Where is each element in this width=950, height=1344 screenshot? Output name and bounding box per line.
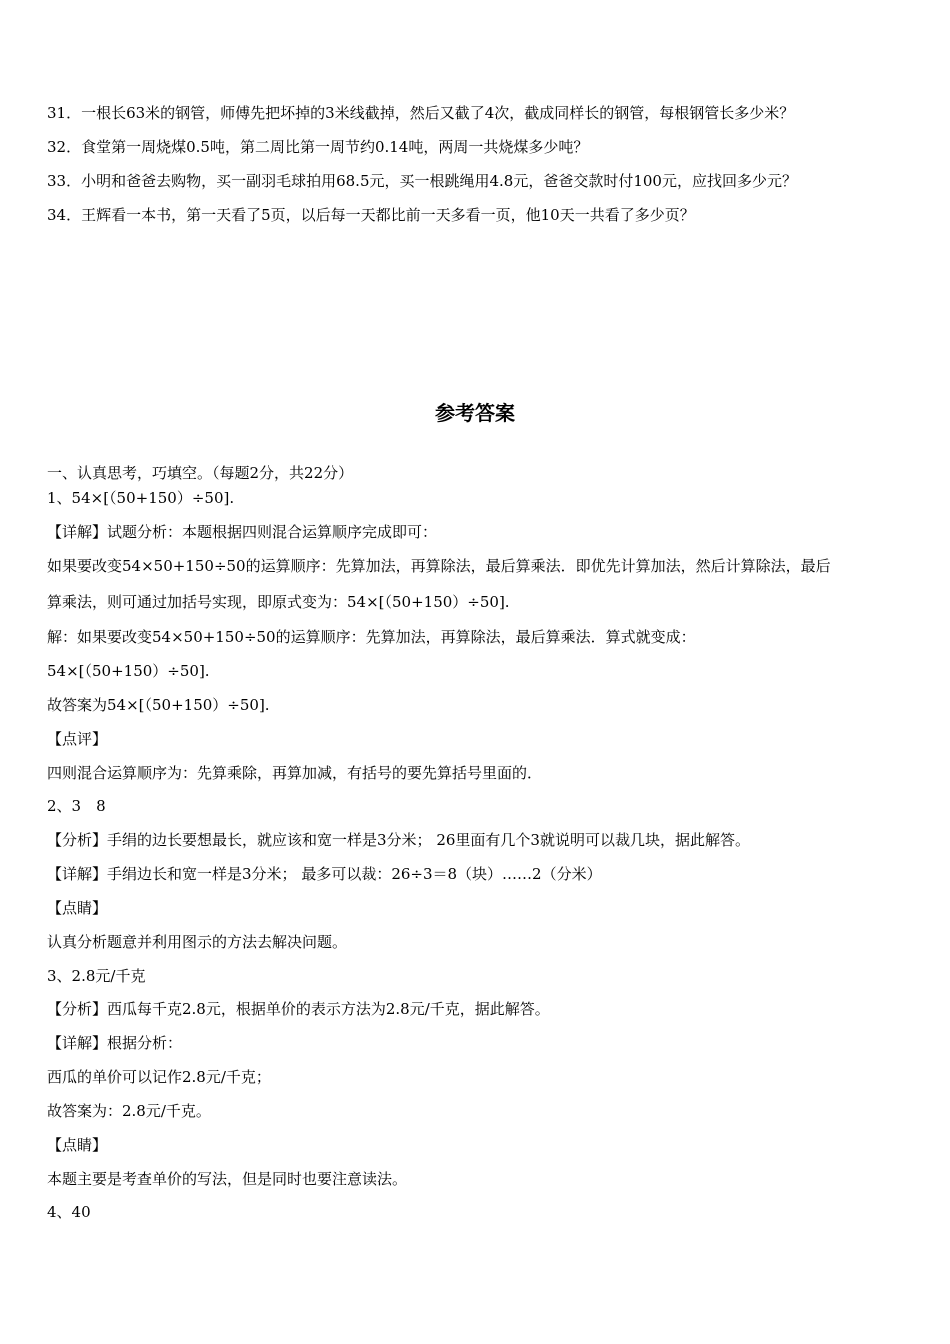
answer-line: 四则混合运算顺序为：先算乘除，再算加减，有括号的要先算括号里面的． — [47, 764, 543, 782]
answer-line: 【详解】根据分析： — [47, 1034, 183, 1052]
answer-line: 【详解】试题分析：本题根据四则混合运算顺序完成即可： — [47, 523, 438, 541]
question-34: 34．王辉看一本书，第一天看了5页，以后每一天都比前一天多看一页，他10天一共看了多少页？ — [47, 206, 695, 224]
answer-line: 4、40 — [47, 1203, 91, 1221]
answer-line: 【分析】手绢的边长要想最长，就应该和宽一样是3分米； 26里面有几个3就说明可以裁几块，据此解答。 — [47, 831, 750, 849]
answer-line: 【点睛】 — [47, 899, 108, 917]
answer-line: 解：如果要改变54×50+150÷50的运算顺序：先算加法，再算除法，最后算乘法．算式就变成： — [47, 628, 696, 646]
answer-line: 故答案为：2.8元/千克。 — [47, 1102, 211, 1120]
answer-line: 【详解】手绢边长和宽一样是3分米； 最多可以裁：26÷3＝8（块）……2（分米） — [47, 865, 602, 883]
answer-line: 故答案为54×[（50+150）÷50]. — [47, 696, 270, 714]
answer-title: 参考答案 — [435, 401, 515, 425]
answer-line: 2、3 8 — [47, 797, 106, 815]
answer-line: 如果要改变54×50+150÷50的运算顺序：先算加法，再算除法，最后算乘法．即优先计算加法，然后计算除法，最后 — [47, 557, 831, 575]
question-31: 31．一根长63米的钢管，师傅先把坏掉的3米线截掉，然后又截了4次，截成同样长的钢管，每根钢管长多少米？ — [47, 104, 795, 122]
question-32: 32．食堂第一周烧煤0.5吨，第二周比第一周节约0.14吨，两周一共烧煤多少吨？ — [47, 138, 589, 156]
answer-line: 西瓜的单价可以记作2.8元/千克； — [47, 1068, 271, 1086]
question-33: 33．小明和爸爸去购物，买一副羽毛球拍用68.5元，买一根跳绳用4.8元，爸爸交款时付100元，应找回多少元？ — [47, 172, 797, 190]
answer-line: 【点睛】 — [47, 1136, 108, 1154]
answer-line: 3、2.8元/千克 — [47, 967, 146, 985]
answer-line: 算乘法，则可通过加括号实现，即原式变为：54×[（50+150）÷50]. — [47, 593, 510, 611]
answer-line: 认真分析题意并利用图示的方法去解决问题。 — [47, 933, 348, 951]
answer-line: 【点评】 — [47, 730, 108, 748]
answer-line: 本题主要是考查单价的写法，但是同时也要注意读法。 — [47, 1170, 408, 1188]
section-heading: 一、认真思考，巧填空。（每题2分，共22分） — [47, 464, 354, 482]
answer-line: 1、54×[（50+150）÷50]. — [47, 489, 235, 507]
answer-line: 【分析】西瓜每千克2.8元，根据单价的表示方法为2.8元/千克，据此解答。 — [47, 1000, 550, 1018]
answer-line: 54×[（50+150）÷50]. — [47, 662, 210, 680]
